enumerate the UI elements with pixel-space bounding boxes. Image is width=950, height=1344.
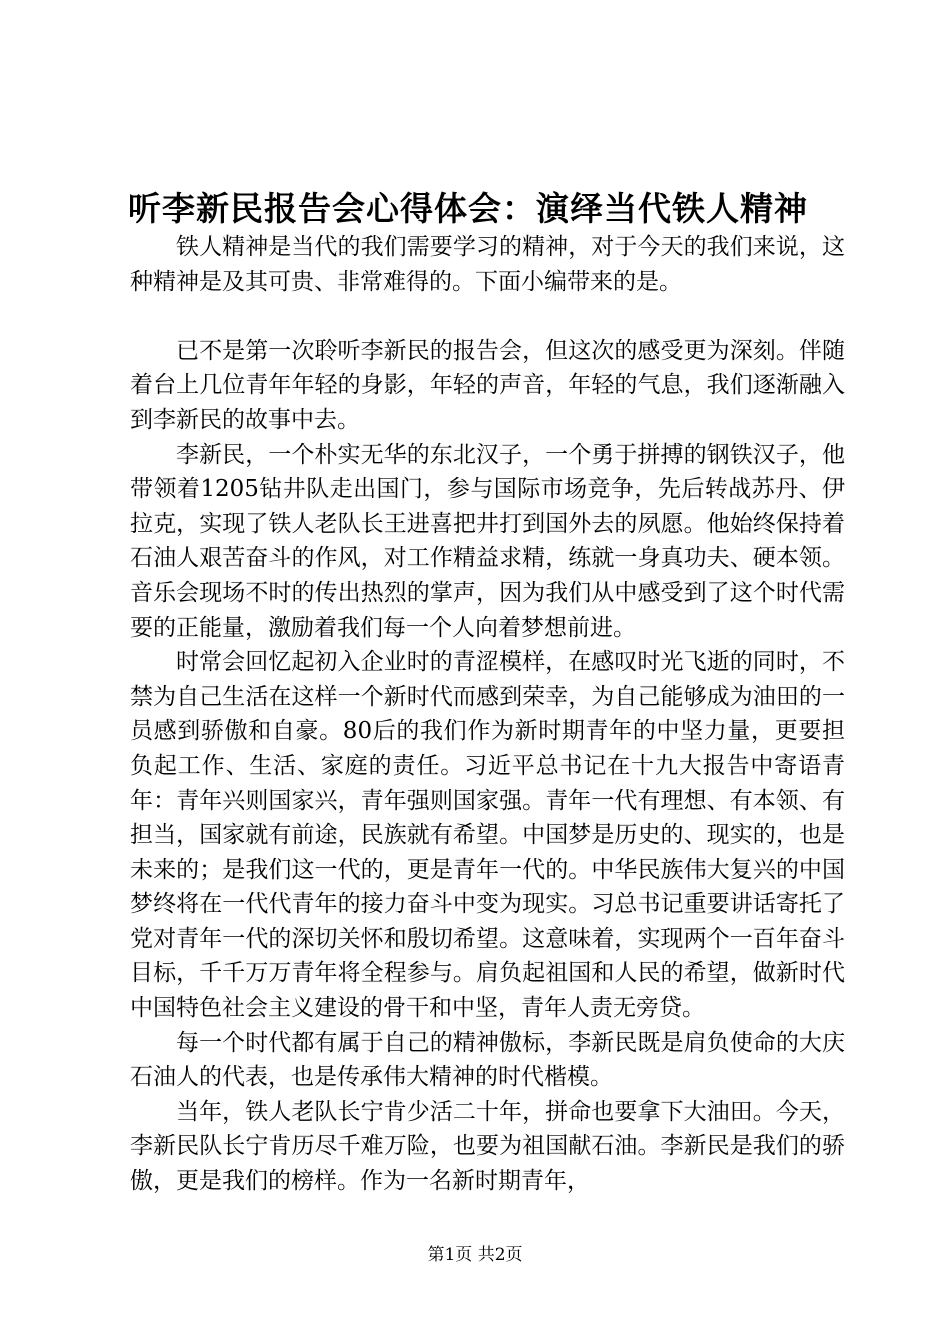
paragraph-intro: 铁人精神是当代的我们需要学习的精神，对于今天的我们来说，这种精神是及其可贵、非常难得的。下面小编带来的是。 — [130, 234, 845, 295]
paragraph: 李新民，一个朴实无华的东北汉子，一个勇于拼搏的钢铁汉子，他带领着1205钻井队走出国门，参与国际市场竞争，先后转战苏丹、伊拉克，实现了铁人老队长王进喜把井打到国外去的夙愿。他始终保持着石油人艰苦奋斗的作风，对工作精益求精，练就一身真功夫、硬本领。音乐会现场不时的传出热烈的掌声，因为我们从中感受到了这个时代需要的正能量，激励着我们每一个人向着梦想前进。 — [130, 441, 845, 641]
page-footer: 第1页 共2页 — [427, 1245, 523, 1265]
document-title: 听李新民报告会心得体会：演绎当代铁人精神 — [128, 189, 808, 228]
paragraph: 已不是第一次聆听李新民的报告会，但这次的感受更为深刻。伴随着台上几位青年年轻的身影，年轻的声音，年轻的气息，我们逐渐融入到李新民的故事中去。 — [130, 337, 845, 433]
paragraph: 每一个时代都有属于自己的精神傲标，李新民既是肩负使命的大庆石油人的代表，也是传承伟大精神的时代楷模。 — [130, 1029, 845, 1091]
paragraph: 时常会回忆起初入企业时的青涩模样，在感叹时光飞逝的同时，不禁为自己生活在这样一个新时代而感到荣幸，为自己能够成为油田的一员感到骄傲和自豪。80后的我们作为新时期青年的中坚力量，更要担负起工作、生活、家庭的责任。习近平总书记在十九大报告中寄语青年：青年兴则国家兴，青年强则国家强。青年一代有理想、有本领、有担当，国家就有前途，民族就有希望。中国梦是历史的、现实的，也是未来的；是我们这一代的，更是青年一代的。中华民族伟大复兴的中国梦终将在一代代青年的接力奋斗中变为现实。习总书记重要讲话寄托了党对青年一代的深切关怀和殷切希望。这意味着，实现两个一百年奋斗目标，千千万万青年将全程参与。肩负起祖国和人民的希望，做新时代中国特色社会主义建设的骨干和中坚，青年人责无旁贷。 — [130, 649, 845, 1022]
document-body — [130, 230, 845, 1199]
paragraph: 当年，铁人老队长宁肯少活二十年，拼命也要拿下大油田。今天，李新民队长宁肯历尽千难万险，也要为祖国献石油。李新民是我们的骄傲，更是我们的榜样。作为一名新时期青年， — [130, 1098, 845, 1195]
